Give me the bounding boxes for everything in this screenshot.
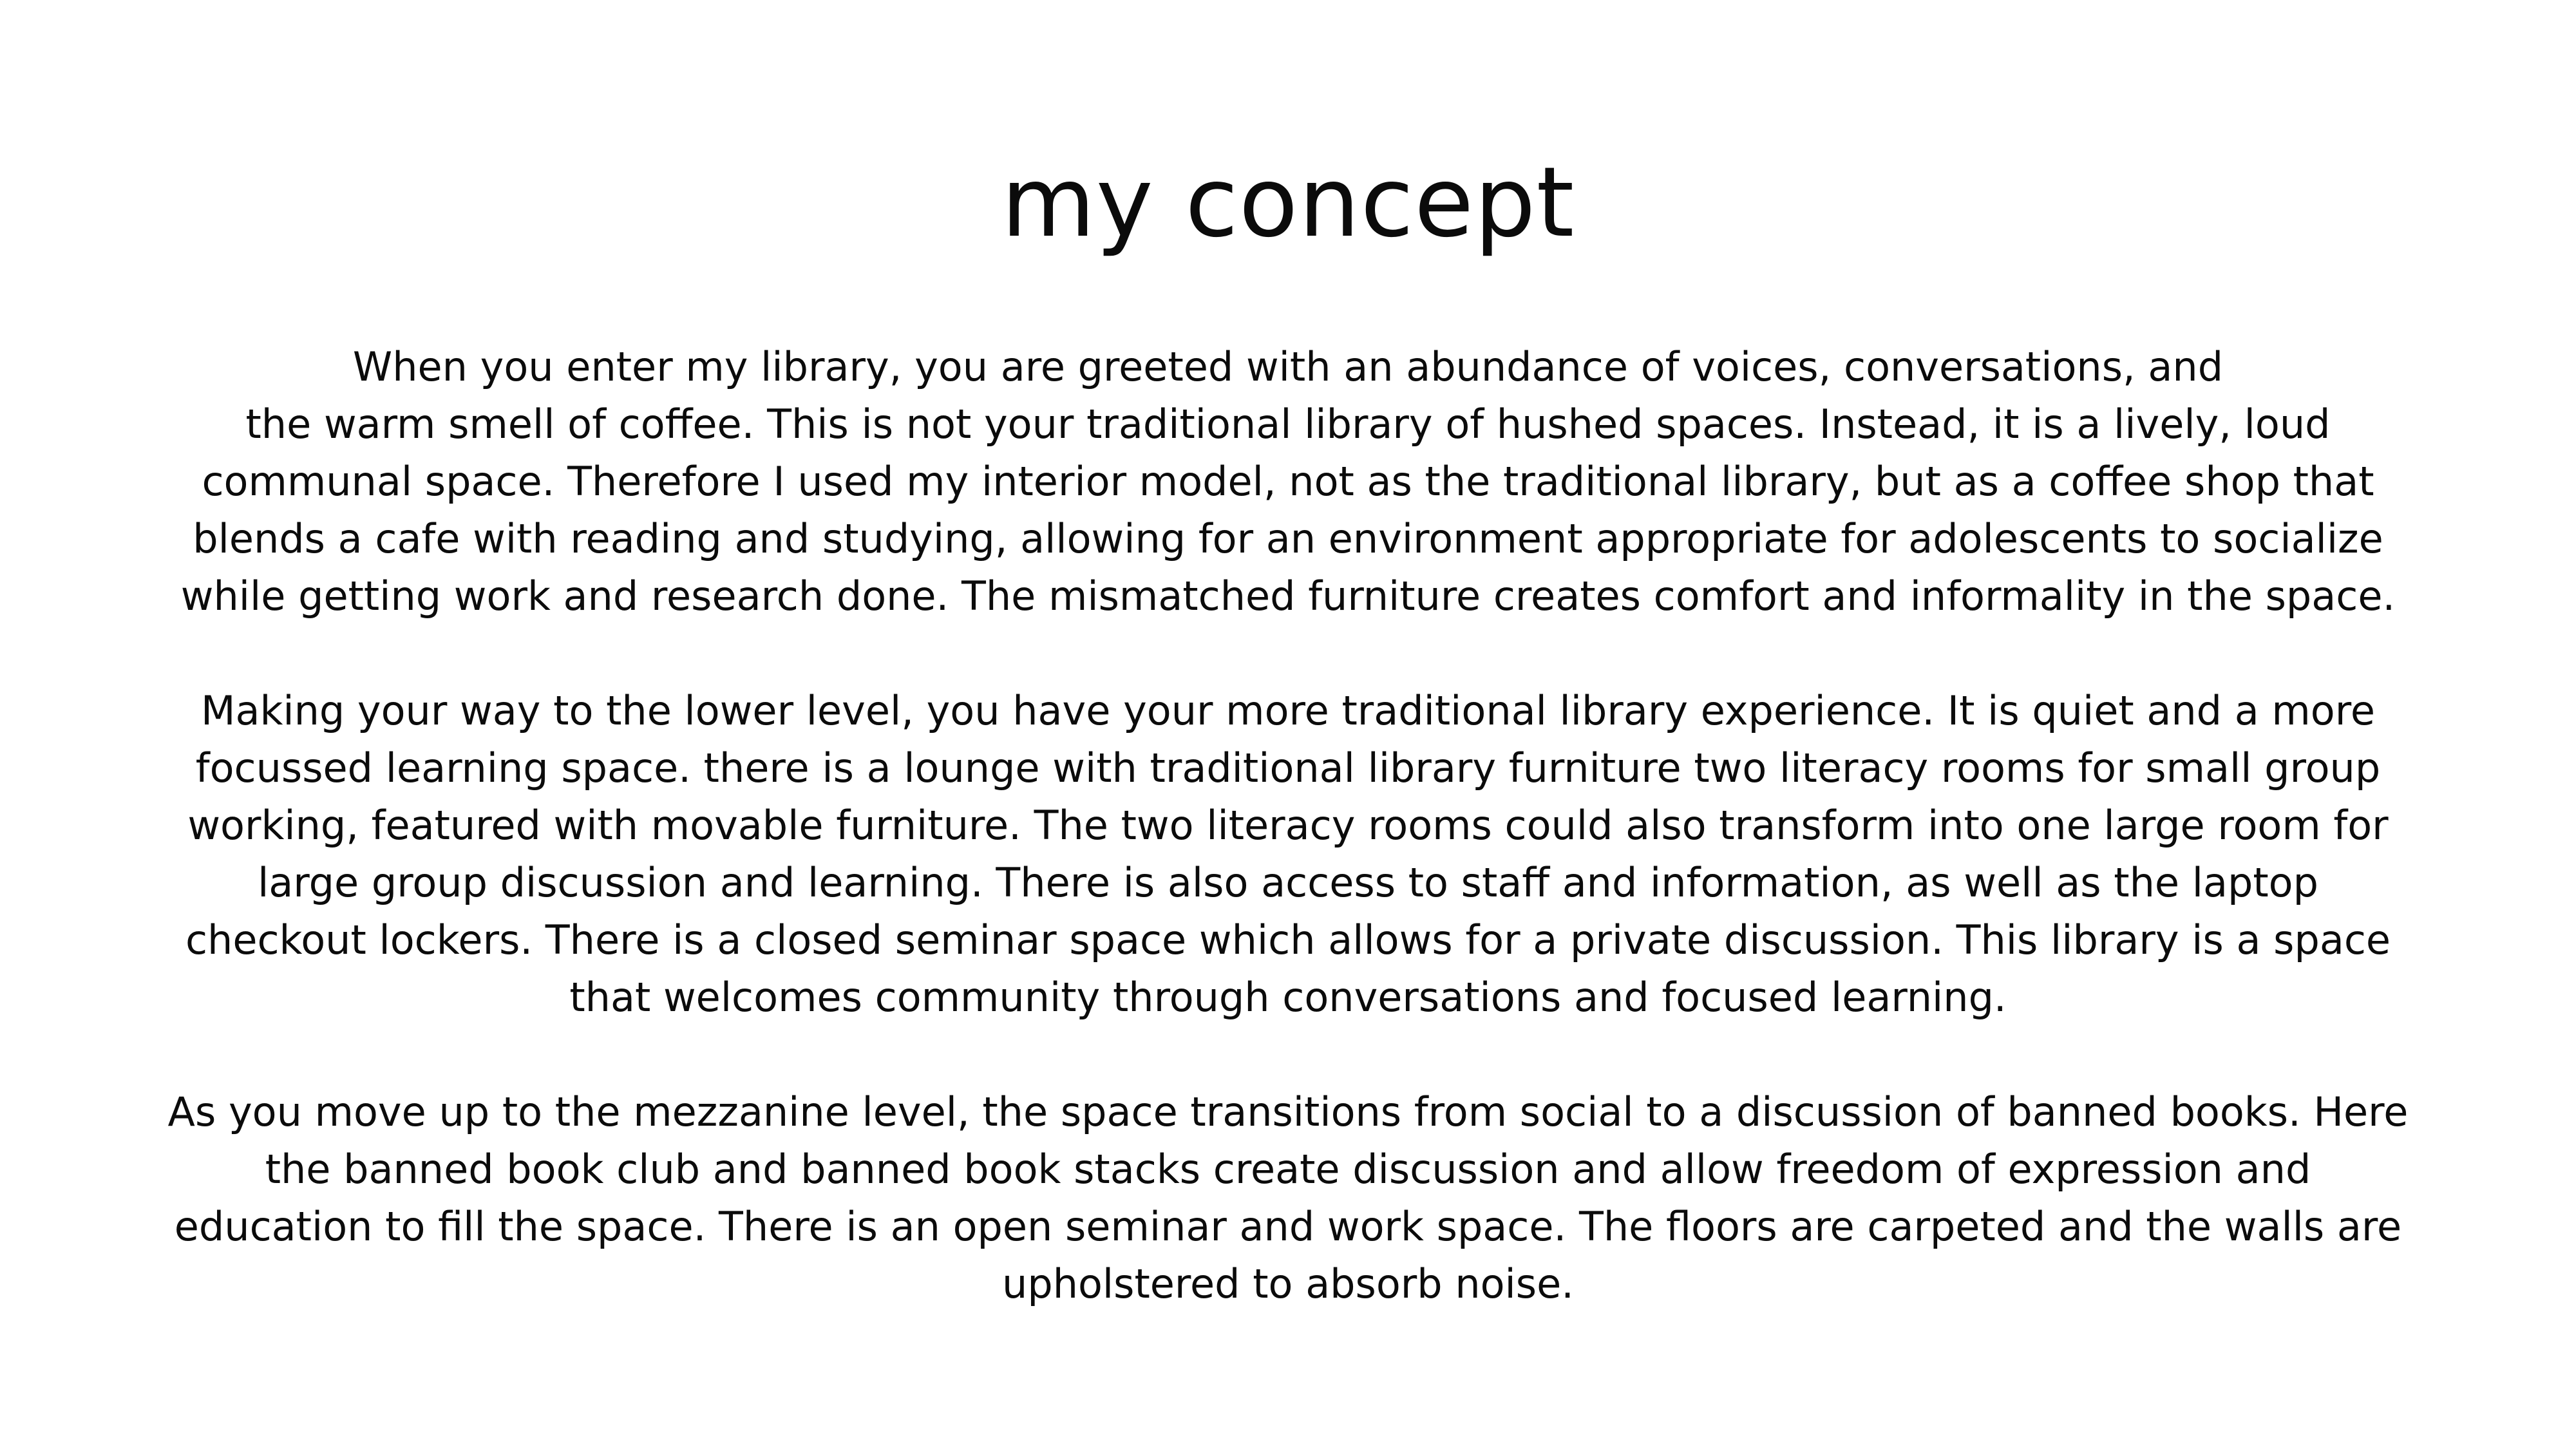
paragraph-ground-level bbox=[129, 338, 2447, 625]
text-line: blends a cafe with reading and studying, allowing for an environment appropriate for adolescents to socialize bbox=[193, 515, 2383, 562]
text-line: When you enter my library, you are greeted with an abundance of voices, conversations, and bbox=[352, 343, 2224, 390]
text-line: upholstered to absorb noise. bbox=[1002, 1260, 1574, 1307]
text-line: education to fill the space. There is an open seminar and work space. The floors are carpeted and the walls are bbox=[174, 1203, 2402, 1250]
text-line: focussed learning space. there is a lounge with traditional library furniture two literacy rooms for small group bbox=[195, 744, 2381, 791]
text-line: that welcomes community through conversations and focused learning. bbox=[569, 974, 2007, 1021]
text-line: large group discussion and learning. There is also access to staff and information, as well as the laptop bbox=[258, 859, 2318, 906]
text-line: checkout lockers. There is a closed seminar space which allows for a private discussion. This library is a space bbox=[185, 916, 2391, 963]
text-line: while getting work and research done. The mismatched furniture creates comfort and informality in the space. bbox=[180, 573, 2396, 620]
text-line: the warm smell of coffee. This is not your traditional library of hushed spaces. Instead, it is a lively, loud bbox=[245, 401, 2331, 448]
paragraph-mezzanine-level bbox=[129, 1083, 2447, 1312]
text-line: the banned book club and banned book stacks create discussion and allow freedom of expression and bbox=[265, 1146, 2311, 1193]
paragraph-lower-level bbox=[129, 682, 2447, 1026]
text-line: working, featured with movable furniture. The two literacy rooms could also transform into one large room for bbox=[187, 802, 2389, 849]
slide-body bbox=[129, 338, 2447, 1370]
text-line: communal space. Therefore I used my interior model, not as the traditional library, but as a coffee shop that bbox=[202, 458, 2374, 505]
text-line: As you move up to the mezzanine level, the space transitions from social to a discussion of banned books. Here bbox=[167, 1088, 2409, 1135]
slide-title: my concept bbox=[1001, 147, 1575, 259]
text-line: Making your way to the lower level, you have your more traditional library experience. It is quiet and a more bbox=[200, 687, 2376, 734]
